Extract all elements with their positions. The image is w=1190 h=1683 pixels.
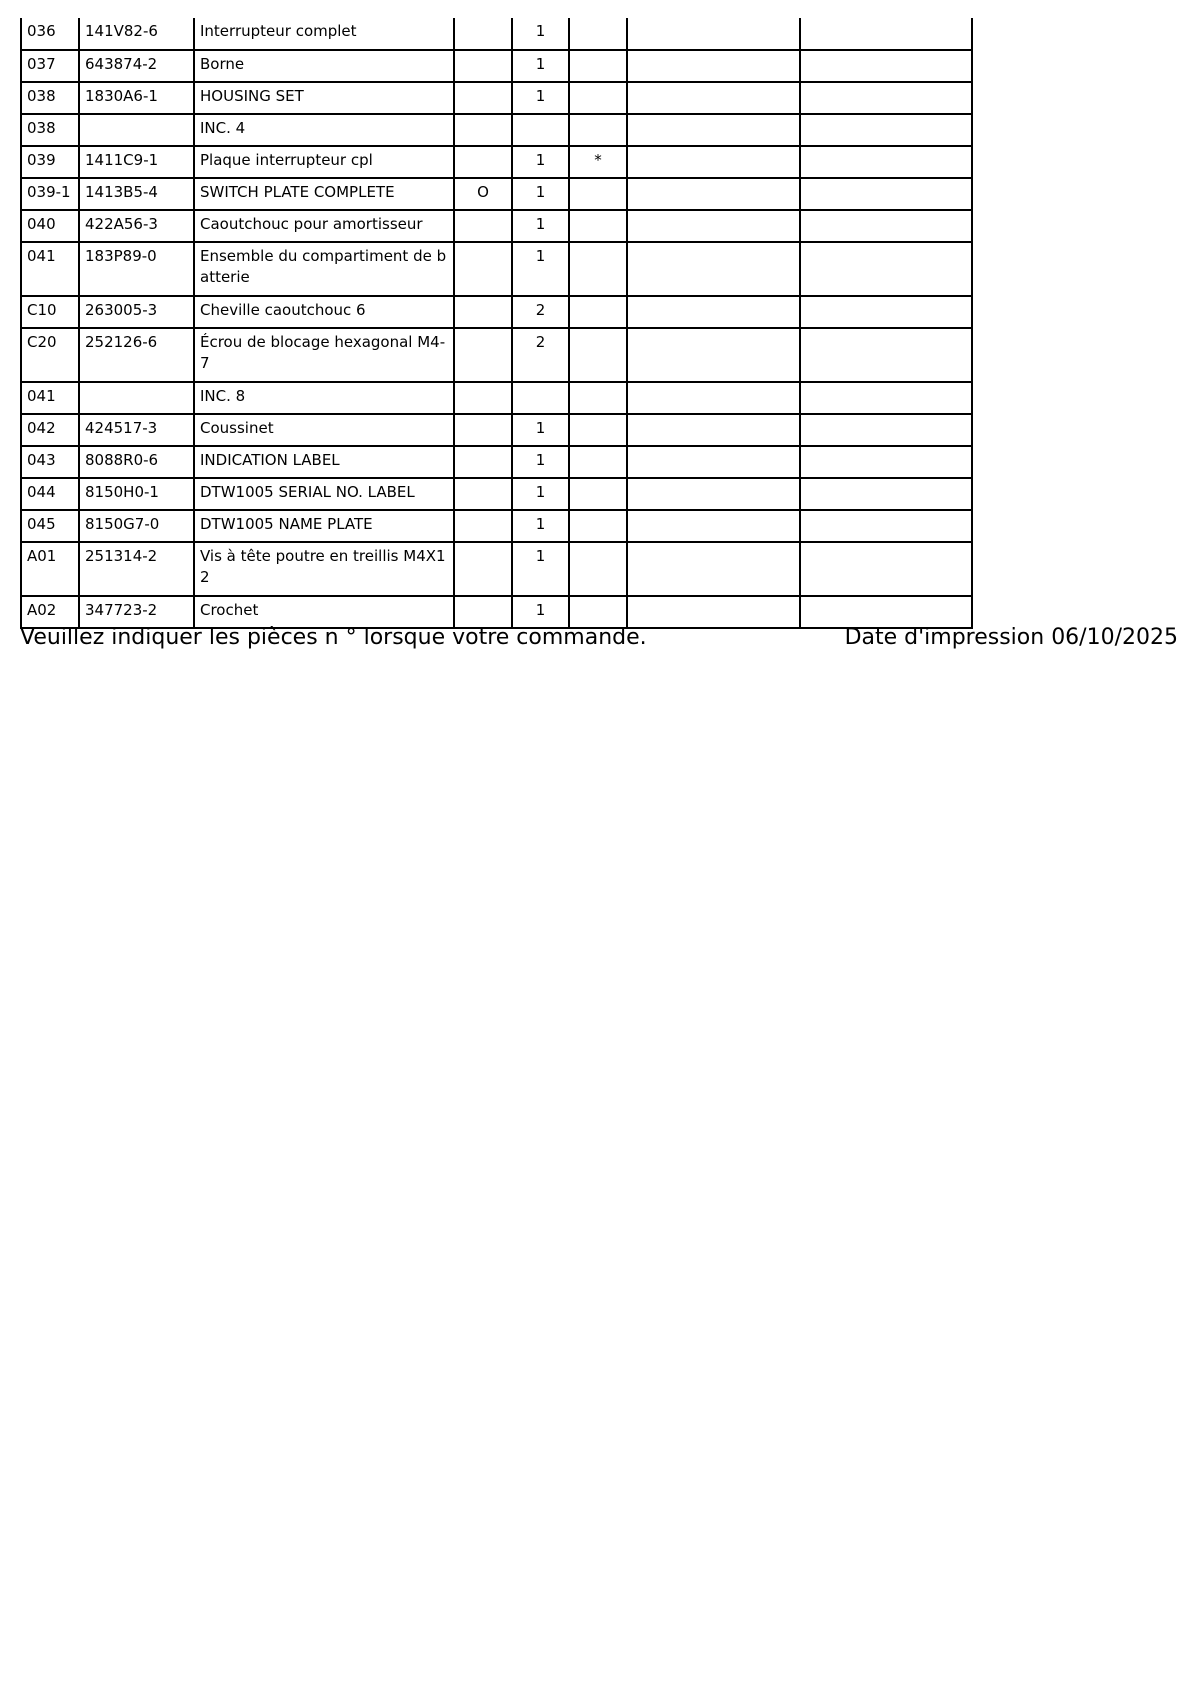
cell-blank-1 xyxy=(627,82,800,114)
cell-blank-1 xyxy=(627,296,800,328)
cell-blank-2 xyxy=(800,542,972,596)
table-row xyxy=(21,242,972,296)
cell-option xyxy=(454,478,512,510)
cell-item-no: 036 xyxy=(21,18,79,50)
cell-item-no: 045 xyxy=(21,510,79,542)
cell-quantity: 1 xyxy=(512,146,569,178)
cell-quantity: 1 xyxy=(512,82,569,114)
cell-option xyxy=(454,210,512,242)
cell-item-no: 043 xyxy=(21,446,79,478)
cell-blank-2 xyxy=(800,242,972,296)
cell-part-no: 1830A6-1 xyxy=(79,82,194,114)
cell-quantity: 1 xyxy=(512,242,569,296)
cell-blank-1 xyxy=(627,478,800,510)
cell-blank-2 xyxy=(800,146,972,178)
cell-part-no: 252126-6 xyxy=(79,328,194,382)
cell-description: DTW1005 SERIAL NO. LABEL xyxy=(194,478,454,510)
cell-quantity: 2 xyxy=(512,296,569,328)
cell-note xyxy=(569,328,627,382)
cell-description: SWITCH PLATE COMPLETE xyxy=(194,178,454,210)
cell-blank-2 xyxy=(800,50,972,82)
cell-quantity: 1 xyxy=(512,210,569,242)
cell-blank-1 xyxy=(627,382,800,414)
cell-note xyxy=(569,510,627,542)
cell-blank-1 xyxy=(627,178,800,210)
cell-item-no: 038 xyxy=(21,114,79,146)
cell-part-no: 8088R0-6 xyxy=(79,446,194,478)
table-row xyxy=(21,146,972,178)
cell-blank-2 xyxy=(800,18,972,50)
cell-blank-1 xyxy=(627,510,800,542)
cell-description: Plaque interrupteur cpl xyxy=(194,146,454,178)
table-row xyxy=(21,82,972,114)
cell-item-no: 044 xyxy=(21,478,79,510)
cell-item-no: 039-1 xyxy=(21,178,79,210)
cell-option xyxy=(454,328,512,382)
table-row xyxy=(21,446,972,478)
cell-blank-2 xyxy=(800,178,972,210)
table-row xyxy=(21,210,972,242)
cell-blank-2 xyxy=(800,478,972,510)
cell-description: Écrou de blocage hexagonal M4-7 xyxy=(194,328,454,382)
cell-blank-2 xyxy=(800,328,972,382)
cell-quantity: 1 xyxy=(512,542,569,596)
table-row xyxy=(21,382,972,414)
cell-blank-2 xyxy=(800,382,972,414)
cell-part-no: 643874-2 xyxy=(79,50,194,82)
cell-option xyxy=(454,510,512,542)
cell-part-no: 8150G7-0 xyxy=(79,510,194,542)
cell-blank-1 xyxy=(627,446,800,478)
cell-blank-2 xyxy=(800,82,972,114)
cell-note xyxy=(569,178,627,210)
cell-quantity: 1 xyxy=(512,414,569,446)
table-row xyxy=(21,18,972,50)
cell-item-no: A02 xyxy=(21,596,79,628)
table-row xyxy=(21,328,972,382)
cell-note xyxy=(569,50,627,82)
cell-description: Crochet xyxy=(194,596,454,628)
cell-item-no: A01 xyxy=(21,542,79,596)
table-row xyxy=(21,510,972,542)
cell-blank-1 xyxy=(627,328,800,382)
cell-blank-1 xyxy=(627,210,800,242)
cell-part-no: 1411C9-1 xyxy=(79,146,194,178)
cell-note: * xyxy=(569,146,627,178)
cell-blank-1 xyxy=(627,114,800,146)
cell-part-no xyxy=(79,114,194,146)
cell-quantity xyxy=(512,114,569,146)
cell-item-no: 037 xyxy=(21,50,79,82)
cell-blank-1 xyxy=(627,542,800,596)
cell-note xyxy=(569,114,627,146)
cell-item-no: 040 xyxy=(21,210,79,242)
cell-description: Vis à tête poutre en treillis M4X12 xyxy=(194,542,454,596)
cell-quantity: 1 xyxy=(512,446,569,478)
cell-note xyxy=(569,414,627,446)
table-row xyxy=(21,414,972,446)
cell-quantity xyxy=(512,382,569,414)
cell-note xyxy=(569,542,627,596)
cell-part-no: 251314-2 xyxy=(79,542,194,596)
cell-blank-2 xyxy=(800,414,972,446)
cell-blank-1 xyxy=(627,18,800,50)
cell-option xyxy=(454,146,512,178)
cell-note xyxy=(569,446,627,478)
cell-option xyxy=(454,50,512,82)
parts-list-sheet xyxy=(20,18,973,629)
cell-description: Ensemble du compartiment de batterie xyxy=(194,242,454,296)
cell-blank-2 xyxy=(800,510,972,542)
cell-note xyxy=(569,82,627,114)
cell-option xyxy=(454,82,512,114)
cell-item-no: 039 xyxy=(21,146,79,178)
cell-note xyxy=(569,296,627,328)
cell-option xyxy=(454,542,512,596)
cell-quantity: 1 xyxy=(512,178,569,210)
cell-blank-2 xyxy=(800,446,972,478)
cell-part-no: 422A56-3 xyxy=(79,210,194,242)
cell-blank-2 xyxy=(800,210,972,242)
cell-description: Borne xyxy=(194,50,454,82)
cell-blank-2 xyxy=(800,114,972,146)
cell-description: HOUSING SET xyxy=(194,82,454,114)
table-row xyxy=(21,542,972,596)
cell-option xyxy=(454,382,512,414)
cell-part-no: 8150H0-1 xyxy=(79,478,194,510)
cell-option xyxy=(454,296,512,328)
cell-note xyxy=(569,382,627,414)
cell-quantity: 1 xyxy=(512,18,569,50)
cell-description: Coussinet xyxy=(194,414,454,446)
print-date: Date d'impression 06/10/2025 xyxy=(844,625,1178,650)
cell-quantity: 1 xyxy=(512,478,569,510)
cell-note xyxy=(569,210,627,242)
cell-note xyxy=(569,478,627,510)
parts-table xyxy=(20,18,973,629)
cell-item-no: C10 xyxy=(21,296,79,328)
cell-option: O xyxy=(454,178,512,210)
cell-description: Cheville caoutchouc 6 xyxy=(194,296,454,328)
cell-option xyxy=(454,446,512,478)
table-row xyxy=(21,50,972,82)
cell-blank-1 xyxy=(627,50,800,82)
cell-blank-1 xyxy=(627,242,800,296)
cell-part-no xyxy=(79,382,194,414)
cell-item-no: 041 xyxy=(21,242,79,296)
cell-quantity: 1 xyxy=(512,510,569,542)
cell-part-no: 347723-2 xyxy=(79,596,194,628)
cell-part-no: 1413B5-4 xyxy=(79,178,194,210)
cell-item-no: C20 xyxy=(21,328,79,382)
cell-option xyxy=(454,18,512,50)
cell-note xyxy=(569,242,627,296)
cell-description: INC. 4 xyxy=(194,114,454,146)
cell-blank-2 xyxy=(800,296,972,328)
cell-blank-1 xyxy=(627,414,800,446)
cell-blank-1 xyxy=(627,596,800,628)
cell-part-no: 141V82-6 xyxy=(79,18,194,50)
cell-note xyxy=(569,18,627,50)
order-instruction: Veuillez indiquer les pièces n ° lorsque votre commande. xyxy=(20,625,647,650)
table-row xyxy=(21,114,972,146)
cell-part-no: 263005-3 xyxy=(79,296,194,328)
table-row xyxy=(21,296,972,328)
cell-option xyxy=(454,242,512,296)
cell-description: INDICATION LABEL xyxy=(194,446,454,478)
cell-item-no: 042 xyxy=(21,414,79,446)
cell-quantity: 1 xyxy=(512,50,569,82)
cell-part-no: 183P89-0 xyxy=(79,242,194,296)
cell-item-no: 041 xyxy=(21,382,79,414)
cell-quantity: 2 xyxy=(512,328,569,382)
table-row xyxy=(21,478,972,510)
cell-description: Caoutchouc pour amortisseur xyxy=(194,210,454,242)
cell-part-no: 424517-3 xyxy=(79,414,194,446)
cell-option xyxy=(454,414,512,446)
cell-description: Interrupteur complet xyxy=(194,18,454,50)
cell-item-no: 038 xyxy=(21,82,79,114)
cell-description: DTW1005 NAME PLATE xyxy=(194,510,454,542)
cell-blank-1 xyxy=(627,146,800,178)
cell-quantity: 1 xyxy=(512,596,569,628)
cell-description: INC. 8 xyxy=(194,382,454,414)
table-row xyxy=(21,178,972,210)
cell-option xyxy=(454,114,512,146)
